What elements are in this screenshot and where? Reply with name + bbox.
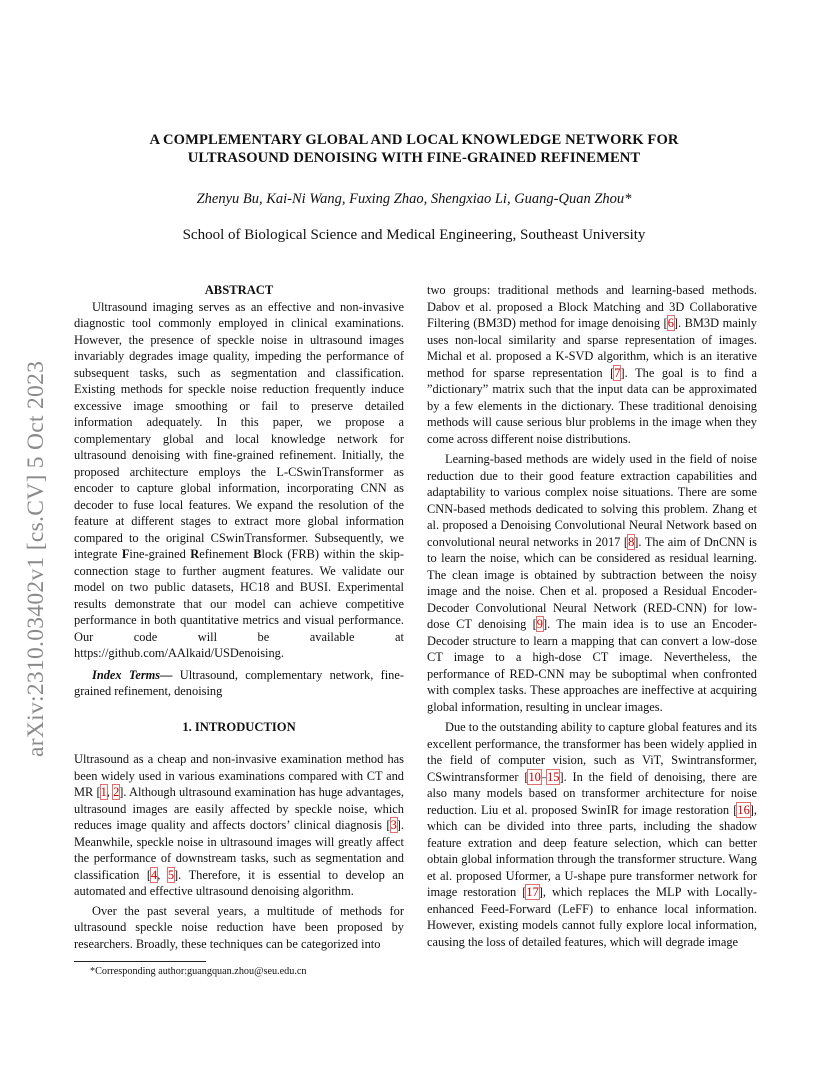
- paper-title: [90, 131, 738, 167]
- citation-link[interactable]: 10: [528, 769, 541, 784]
- citation-link[interactable]: 3: [390, 818, 397, 832]
- citation-link[interactable]: 6: [667, 316, 674, 330]
- index-terms: Index Terms— Ultrasound, complementary network, fine-grained refinement, denoising: [74, 667, 404, 698]
- footnote-divider: [74, 961, 206, 962]
- abstract-paragraph: Ultrasound imaging serves as an effective and non-invasive diagnostic tool commonly employed in clinical examinations. However, the presence of speckle noise in ultrasound images invariably degrades image quality, impeding the performance of subsequent tasks, such as segmentation and classification. Existing methods for speckle noise reduction frequently induce excessive image smoothing or fail to preserve detailed information adequately. In this paper, we propose a complementary global and local knowledge network for ultrasound denoising with fine-grained refinement. Initially, the proposed architecture employs the L-CSwinTransformer as encoder to capture global information, incorporating CNN as decoder to fuse local features. We expand the resolution of the feature at different stages to extract more global information compared to the original CSwinTransformer. Subsequently, we integrate Fine-grained Refinement Block (FRB) within the skip-connection stage to further augment features. We validate our model on two public datasets, HC18 and BUSI. Experimental results demonstrate that our model can achieve competitive performance in both quantitative metrics and visual performance. Our code will be available at https://github.com/AAlkaid/USDenoising.: [74, 299, 405, 660]
- citation-link[interactable]: 1: [100, 785, 107, 799]
- citation-link[interactable]: 5: [167, 867, 175, 882]
- right-column: [427, 282, 757, 950]
- right-paragraph-3: Due to the outstanding ability to capture global features and its excellent performance, the transformer has been widely applied in the field of computer vision, such as ViT, Swintransformer, CSwintransformer [10–15]. In the field of denoising, there are also many models based on transformer architecture for noise reduction. Liu et al. proposed SwinIR for image restoration [16], which can be divided into three parts, including the shadow feature extration and deep feature selection, which can better obtain global information through the transformer structure. Wang et al. proposed Uformer, a U-shape pure transformer network for image restoration [17], which replaces the MLP with Locally-enhanced Feed-Forward (LeFF) to enhance local information. However, existing models cannot fully explore local information, causing the loss of detailed features, which will degrade image: [427, 720, 757, 949]
- author-affiliation: School of Biological Science and Medical Engineering, Southeast University: [182, 227, 646, 243]
- introduction-heading: 1. INTRODUCTION: [182, 719, 296, 734]
- citation-link[interactable]: 15: [547, 769, 560, 784]
- right-paragraph-1: two groups: traditional methods and learning-based methods. Dabov et al. proposed a Block Matching and 3D Collaborative Filtering (BM3D) method for image denoising [6]. BM3D mainly uses non-local similarity and sparse representation of images. Michal et al. proposed a K-SVD algorithm, which is an iterative method for sparse representation [7]. The goal is to find a ”dictionary” matrix such that the input data can be approximated by a few elements in the dictionary. These traditional denoising methods will cause serious blur problems in the image when they come across different noise distributions.: [427, 283, 757, 446]
- title-line-2: ULTRASOUND DENOISING WITH FINE-GRAINED REFINEMENT: [187, 150, 641, 166]
- citation-link[interactable]: 9: [536, 617, 543, 631]
- right-paragraph-2: Learning-based methods are widely used in the field of noise reduction due to their good feature extraction capabilities and adaptability to various complex noise situations. There are some CNN-based methods dedicated to solving this problem. Zhang et al. proposed a Denoising Convolutional Neural Network based on convolutional neural networks in 2017 [8]. The aim of DnCNN is to learn the noise, which can be considered as residual learning. The clean image is obtained by subtraction between the noisy image and the noise. Chen et al. proposed a Residual Encoder-Decoder Convolutional Neural Network (RED-CNN) for low-dose CT denoising [9]. The main idea is to use an Encoder-Decoder structure to learn a mapping that can convert a low-dose CT image to a high-dose CT image. Nevertheless, the performance of RED-CNN may be suboptimal when confronted with complex tasks. These approaches are ineffective at acquiring global information, resulting in unclear images.: [427, 452, 757, 714]
- arxiv-identifier-stamp[interactable]: arXiv:2310.03402v1 [cs.CV] 5 Oct 2023: [23, 360, 49, 757]
- intro-paragraph-2: Over the past several years, a multitude of methods for ultrasound speckle noise reduction have been proposed by researchers. Broadly, these techniques can be categorized into: [74, 903, 404, 951]
- citation-link[interactable]: 17: [526, 885, 539, 899]
- title-line-1: A COMPLEMENTARY GLOBAL AND LOCAL KNOWLEDGE NETWORK FOR: [149, 132, 679, 148]
- index-terms-label: Index Terms—: [92, 667, 173, 682]
- citation-link[interactable]: 4: [151, 867, 158, 882]
- left-column: [74, 282, 404, 952]
- citation-link[interactable]: 8: [628, 534, 635, 549]
- corresponding-author-footnote: *Corresponding author:guangquan.zhou@seu.edu.cn: [90, 966, 307, 977]
- author-list: Zhenyu Bu, Kai-Ni Wang, Fuxing Zhao, Shengxiao Li, Guang-Quan Zhou*: [196, 191, 632, 207]
- citation-link[interactable]: 2: [113, 785, 120, 799]
- citation-link[interactable]: 7: [614, 365, 621, 380]
- intro-paragraph-1: Ultrasound as a cheap and non-invasive examination method has been widely used in various examinations compared with CT and MR [1, 2]. Although ultrasound examination has huge advantages, ultrasound images are easily affected by speckle noise, which reduces image quality and affects doctors’ clinical diagnosis [3]. Meanwhile, speckle noise in ultrasound images will greatly affect the performance of downstream tasks, such as segmentation and classification [4, 5]. Therefore, it is essential to develop an automated and effective ultrasound denoising algorithm.: [74, 752, 404, 898]
- citation-link[interactable]: 16: [737, 802, 750, 817]
- abstract-heading: ABSTRACT: [204, 283, 274, 297]
